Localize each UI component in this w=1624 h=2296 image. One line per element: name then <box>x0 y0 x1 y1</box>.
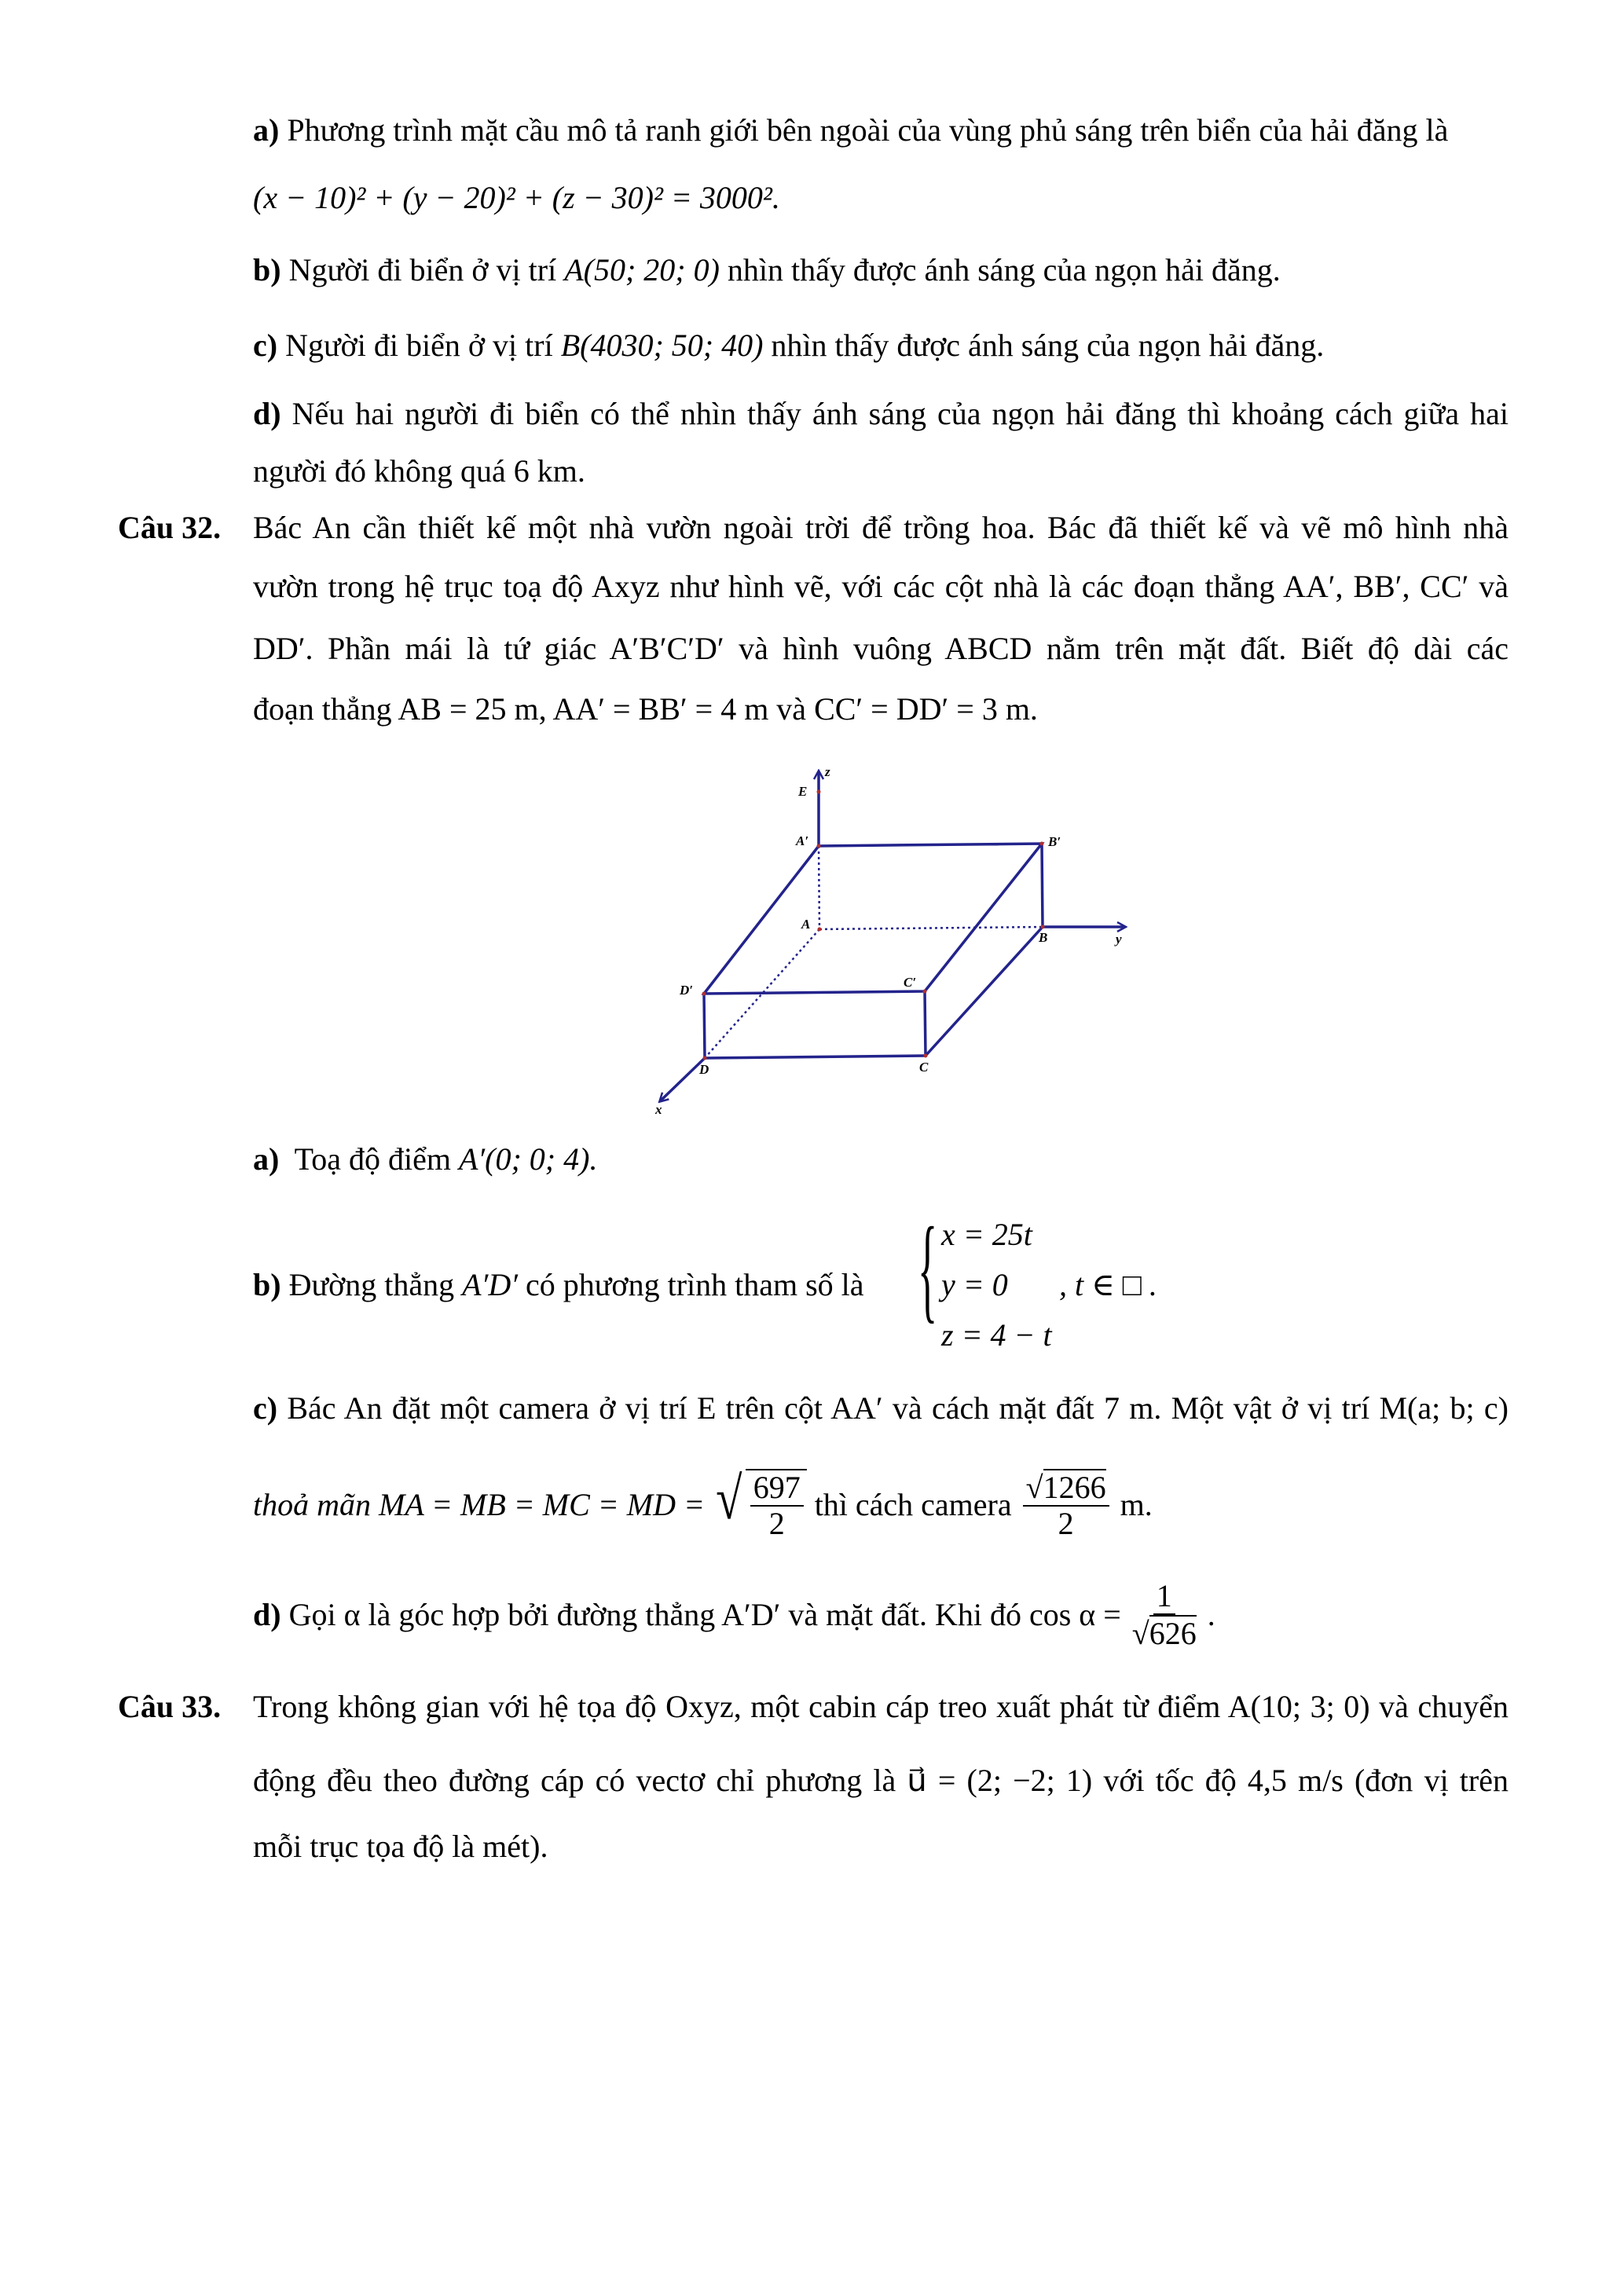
label-C: C <box>919 1060 929 1075</box>
question-text-line: đoạn thẳng AB = 25 m, AA′ = BB′ = 4 m và CC′ = DD′ = 3 m. <box>253 691 1038 727</box>
label-B-prime: B′ <box>1048 834 1061 849</box>
statement-text: Đường thẳng <box>288 1267 455 1302</box>
statement-label: d) <box>253 396 281 431</box>
x-axis <box>660 1058 705 1101</box>
question-text-line: vườn trong hệ trục toạ độ Axyz như hình vẽ, với các cột nhà là các đoạn thẳng AA′, BB′, CC′ và <box>253 569 1509 604</box>
label-E: E <box>798 784 808 799</box>
statement-text: thoả mãn MA = MB = MC = MD = <box>253 1487 705 1522</box>
question-number: Câu 32. <box>118 510 222 545</box>
label-C-prime: C′ <box>904 975 917 990</box>
label-y: y <box>1116 932 1122 947</box>
label-B: B <box>1039 930 1048 945</box>
edge-dc <box>705 1056 926 1058</box>
question-text-line: mỗi trục tọa độ là mét). <box>253 1829 548 1864</box>
q32-statement-c-cont <box>253 1466 1153 1541</box>
point-math: A′(0; 0; 4). <box>458 1141 598 1177</box>
line-math: A′D′ <box>462 1267 518 1302</box>
brace-icon: { <box>918 1203 938 1334</box>
q32-statement-c <box>253 1390 1509 1426</box>
statement-text: Toạ độ điểm <box>294 1141 451 1177</box>
q32-statement-d <box>253 1579 1215 1651</box>
pillar-dd <box>704 994 705 1058</box>
statement-text: Người đi biển ở vị trí <box>285 328 553 363</box>
edge-cb <box>926 927 1043 1056</box>
question-number: Câu 33. <box>118 1689 222 1724</box>
label-z: z <box>825 764 830 779</box>
statement-text: Phương trình mặt cầu mô tả ranh giới bên ngoài của vùng phủ sáng trên biển của hải đăng là <box>287 112 1449 148</box>
statement-label: a) <box>253 1141 280 1177</box>
statement-label: c) <box>253 1390 278 1426</box>
label-D-prime: D′ <box>680 983 694 998</box>
radical-icon: √ <box>716 1466 742 1532</box>
statement-label: b) <box>253 1267 281 1302</box>
question-text-line: động đều theo đường cáp có vectơ chỉ phương là u⃗ = (2; −2; 1) với tốc độ 4,5 m/s (đơn vị trên <box>253 1763 1509 1798</box>
fraction: √ 1266 2 <box>1023 1469 1109 1541</box>
statement-text: Bác An đặt một camera ở vị trí E trên cột AA′ và cách mặt đất 7 m. Một vật ở vị trí M(a; b; c) <box>287 1390 1509 1426</box>
point-math: A(50; 20; 0) <box>564 252 720 287</box>
statement-d-cont: người đó không quá 6 km. <box>253 453 585 489</box>
pillar-cc <box>925 991 926 1056</box>
question-text-line: Bác An cần thiết kế một nhà vườn ngoài trời để trồng hoa. Bác đã thiết kế và vẽ mô hình nhà <box>253 510 1509 545</box>
label-A-prime: A′ <box>796 833 809 848</box>
radical-icon: √ <box>1131 1616 1149 1651</box>
label-A: A <box>801 917 811 932</box>
system-domain: , t ∈ □ . <box>1059 1267 1157 1302</box>
roof-quadrilateral <box>704 844 1042 994</box>
statement-label: a) <box>253 112 280 148</box>
question-text-line: DD′. Phần mái là tứ giác A′B′C′D′ và hình vuông ABCD nằm trên mặt đất. Biết độ dài các <box>253 631 1509 666</box>
label-D: D <box>699 1062 709 1077</box>
system-eq: z = 4 − t <box>941 1317 1052 1353</box>
question-text-line: Trong không gian với hệ tọa độ Oxyz, một cabin cáp treo xuất phát từ điểm A(10; 3; 0) và chuyển <box>253 1689 1509 1724</box>
sqrt-fraction: √ $\frac{697}{2}$ <box>713 1469 807 1541</box>
statement-text: m. <box>1120 1487 1153 1522</box>
statement-label: c) <box>253 328 278 363</box>
statement-text: Nếu hai người đi biển có thể nhìn thấy ánh sáng của ngọn hải đăng thì khoảng cách giữa hai <box>291 396 1509 431</box>
statement-text: Người đi biển ở vị trí <box>288 252 557 287</box>
label-x: x <box>655 1102 662 1117</box>
statement-text: nhìn thấy được ánh sáng của ngọn hải đăng. <box>771 328 1325 363</box>
system-eq: y = 0 <box>941 1267 1008 1302</box>
edge-ab-hidden <box>819 927 1043 929</box>
q32-statement-b <box>253 1269 864 1301</box>
fraction: 1 √ 626 <box>1131 1578 1197 1651</box>
point-math: B(4030; 50; 40) <box>560 328 764 363</box>
statement-label: b) <box>253 252 281 287</box>
radical-icon: √ <box>1025 1470 1043 1505</box>
statement-text: . <box>1207 1597 1215 1632</box>
pillar-bb <box>1042 844 1043 927</box>
statement-text: thì cách camera <box>814 1487 1012 1522</box>
statement-label: d) <box>253 1597 281 1632</box>
system-eq: x = 25t <box>941 1217 1032 1252</box>
sphere-equation: (x − 10)² + (y − 20)² + (z − 30)² = 3000². <box>253 180 780 215</box>
statement-text: có phương trình tham số là <box>526 1267 864 1302</box>
statement-text: Gọi α là góc hợp bởi đường thẳng A′D′ và mặt đất. Khi đó cos α = <box>288 1597 1121 1632</box>
q32-statement-a <box>253 1141 598 1177</box>
statement-text: nhìn thấy được ánh sáng của ngọn hải đăng. <box>727 252 1281 287</box>
